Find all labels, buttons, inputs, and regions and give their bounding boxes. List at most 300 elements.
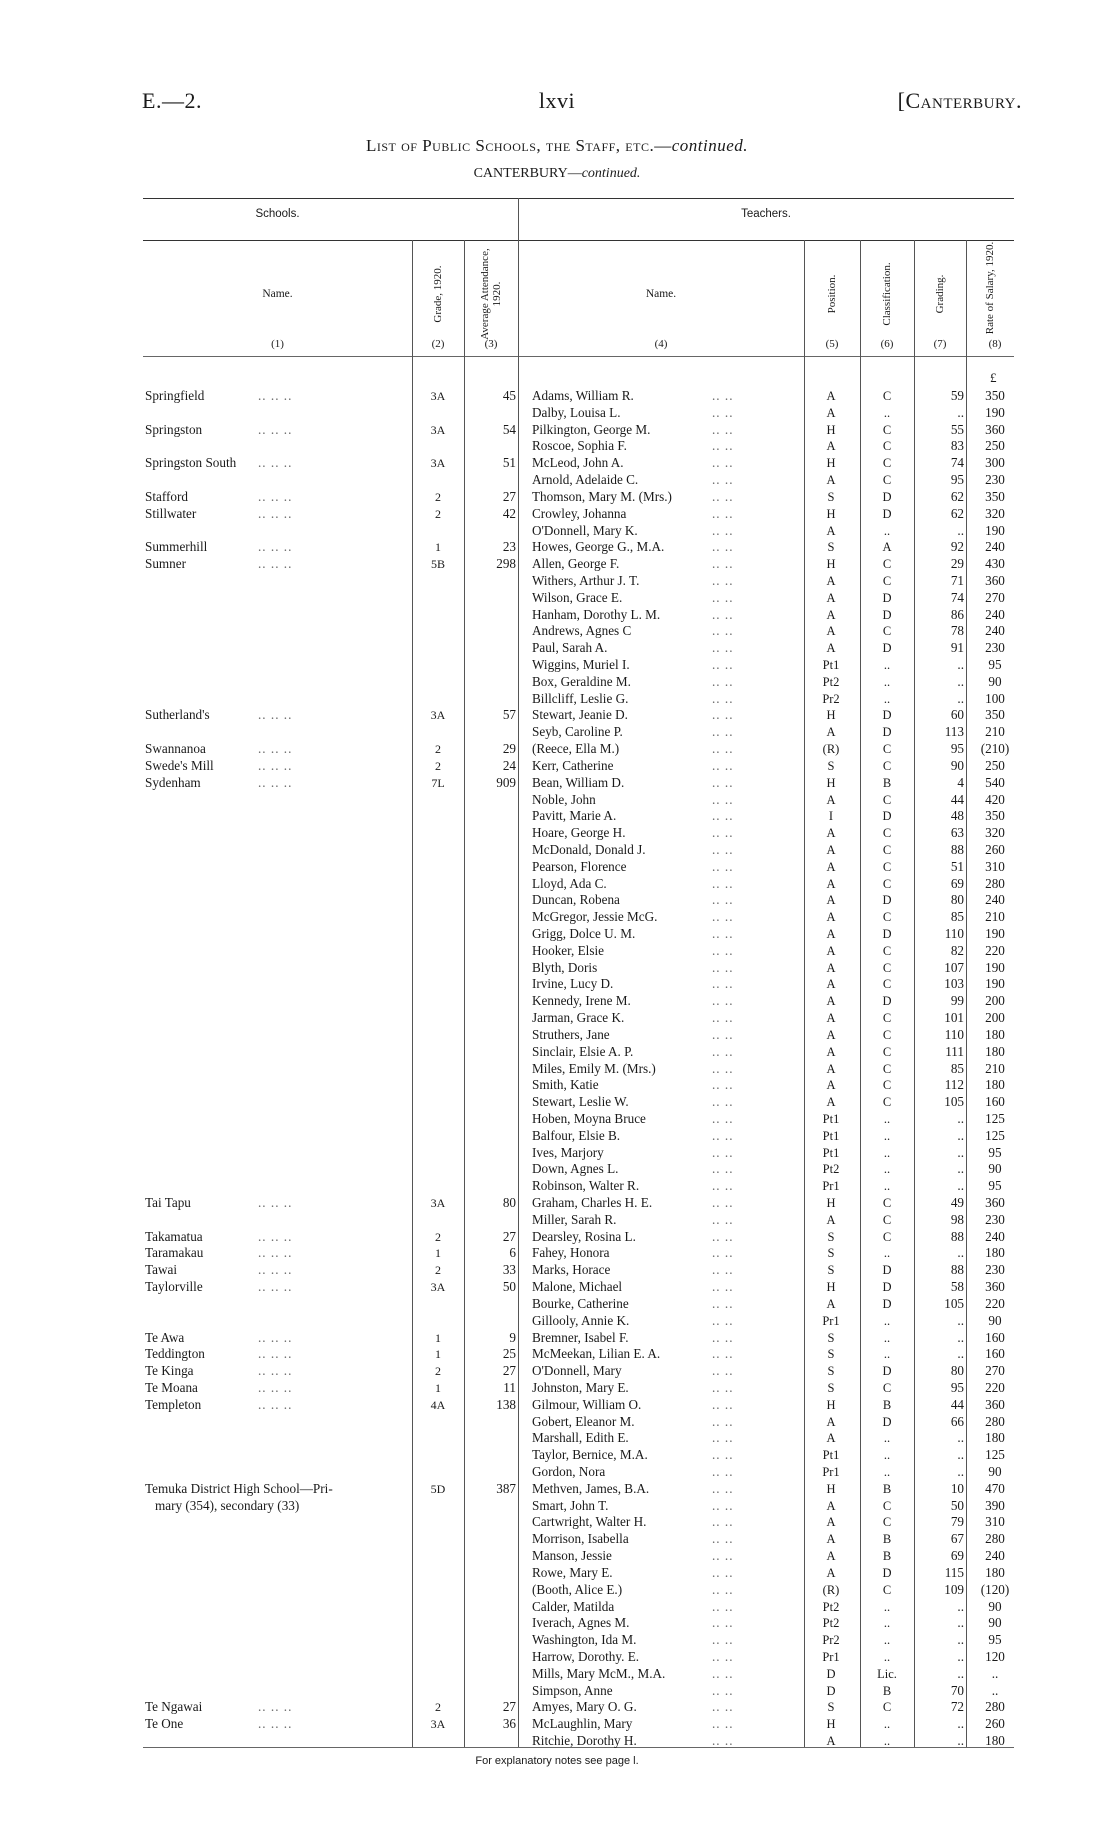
salary-rate: 160 [985,1346,1005,1362]
teacher-name: Bourke, Catherine [532,1295,629,1311]
schools-group-header: Schools. [255,208,300,220]
teacher-classification: C [882,859,892,874]
teacher-position: Pt2 [822,1616,840,1631]
teacher-position: Pr1 [822,1465,840,1479]
teacher-classification: C [882,1582,892,1597]
teacher-classification: .. [883,691,891,706]
leader-dots: .. .. [712,438,734,454]
teacher-classification: C [882,624,892,639]
average-attendance: 25 [502,1346,516,1362]
teacher-position: A [826,1532,836,1547]
teacher-position: Pr1 [822,1649,840,1664]
teacher-grading: 62 [950,505,964,521]
leader-dots: .. .. [712,1077,734,1093]
teacher-position: A [826,910,836,925]
leader-dots: .. .. [712,455,734,471]
salary-rate: 470 [985,1480,1005,1496]
school-grade: 3A [430,1196,446,1210]
salary-rate: 250 [985,438,1005,454]
teacher-classification: .. [883,523,891,538]
average-attendance: 138 [496,1396,516,1412]
teacher-classification: .. [883,1717,891,1732]
salary-rate: 90 [988,1312,1002,1328]
teacher-position: A [826,1296,836,1311]
table-row [0,489,1114,506]
teacher-grading: 44 [950,791,964,807]
leader-dots: .. .. .. [258,1699,293,1715]
teacher-grading: .. [957,522,964,538]
teacher-name: Struthers, Jane [532,1026,610,1042]
leader-dots: .. .. [712,892,734,908]
salary-rate: 240 [985,1228,1005,1244]
table-row [0,976,1114,993]
teacher-name: Crowley, Johanna [532,505,627,521]
teacher-grading: 92 [950,539,964,555]
teacher-grading: 48 [950,808,964,824]
salary-rate: 310 [985,858,1005,874]
leader-dots: .. .. [712,791,734,807]
leader-dots: .. .. [712,421,734,437]
teacher-grading: 99 [950,993,964,1009]
school-grade: 3A [430,708,446,723]
teacher-grading: 91 [950,640,964,656]
teacher-position: A [826,1498,836,1513]
salary-rate: 540 [985,774,1005,790]
teacher-position: S [827,1364,835,1379]
teacher-position: A [826,1549,836,1564]
footer-note: For explanatory notes see page l. [475,1755,639,1767]
leader-dots: .. .. [712,1480,734,1496]
teacher-position: S [827,1700,835,1715]
teacher-name: Balfour, Elsie B. [532,1127,621,1143]
leader-dots: .. .. [712,1228,734,1244]
salary-rate: 220 [985,1379,1005,1395]
salary-rate: 280 [985,1531,1005,1547]
staff-table-body [0,388,1114,1750]
salary-rate: (120) [980,1581,1010,1597]
teacher-grading: .. [957,1312,964,1328]
leader-dots: .. .. [712,1245,734,1261]
currency-symbol: £ [990,370,997,385]
salary-rate: 160 [985,1329,1005,1345]
teacher-grading: .. [957,673,964,689]
average-attendance: 57 [502,707,516,723]
teacher-name: Rowe, Mary E. [532,1564,613,1580]
teacher-name: Marshall, Edith E. [532,1430,629,1446]
school-grade: 3A [430,1280,446,1295]
table-row [0,1666,1114,1683]
leader-dots: .. .. .. [258,741,293,757]
salary-rate: 260 [985,841,1005,857]
school-name: Te One [145,1716,184,1732]
school-name: Te Awa [145,1329,185,1345]
school-name: Summerhill [145,539,208,555]
school-grade: 3A [430,422,446,437]
average-attendance: 11 [503,1379,516,1395]
teacher-name: Harrow, Dorothy. E. [532,1648,640,1664]
leader-dots: .. .. [712,1346,734,1362]
attendance-header [479,244,503,344]
salary-rate: 200 [985,1010,1005,1026]
leader-dots: .. .. .. [258,1716,293,1732]
table-row [0,1414,1114,1431]
teacher-grading: .. [957,1648,964,1664]
leader-dots: .. .. [712,909,734,925]
school-grade: 2 [435,1263,441,1278]
table-row [0,1330,1114,1347]
teacher-grading: 113 [944,724,964,740]
teacher-position: H [826,1196,836,1210]
salary-rate: 280 [985,875,1005,891]
col-num-7: (7) [933,338,947,350]
table-row [0,825,1114,842]
teacher-classification: D [882,927,892,941]
salary-rate: 350 [985,707,1005,723]
leader-dots: .. .. .. [258,388,293,403]
leader-dots: .. .. [712,673,734,689]
salary-rate: 210 [985,724,1005,740]
table-row [0,775,1114,792]
teacher-position: A [826,725,836,740]
leader-dots: .. .. [712,572,734,588]
teacher-classification: C [882,573,892,588]
teacher-position: A [826,1565,836,1580]
table-row [0,1430,1114,1447]
salary-rate: 360 [985,1195,1005,1210]
teacher-classification: C [882,1095,892,1110]
teacher-position: Pt2 [822,674,840,689]
subtitle-main: CANTERBURY— [473,166,582,181]
teacher-classification: D [882,994,892,1009]
teacher-position: D [826,1683,836,1698]
teacher-classification: C [882,943,892,958]
salary-rate: 230 [985,472,1005,488]
teacher-classification: C [882,1011,892,1026]
teacher-grading: 50 [950,1497,964,1513]
teacher-position: A [826,1212,836,1227]
leader-dots: .. .. .. [258,1245,293,1261]
salary-rate: 95 [988,657,1002,672]
teacher-grading: 10 [950,1480,964,1496]
teacher-classification: .. [883,658,891,672]
school-grade: 1 [435,1330,441,1345]
teacher-grading: 85 [950,909,964,925]
teacher-position: Pt2 [822,1162,840,1177]
teacher-grading: 74 [950,589,964,605]
teacher-grading: .. [957,1632,964,1648]
school-name-header: Name. [262,288,293,300]
leader-dots: .. .. [712,858,734,874]
teacher-name: Gobert, Eleanor M. [532,1413,635,1429]
col-num-3: (3) [484,338,498,350]
average-attendance: 27 [502,488,516,504]
table-row [0,1649,1114,1666]
teacher-grading: 115 [944,1564,964,1580]
school-name: Te Moana [145,1379,198,1395]
teacher-name: Hanham, Dorothy L. M. [532,606,661,622]
leader-dots: .. .. [712,993,734,1009]
table-row [0,1145,1114,1162]
school-grade: 3A [430,389,446,403]
teacher-position: A [826,994,836,1009]
teacher-classification: C [882,1078,892,1093]
teacher-name: Pavitt, Marie A. [532,808,617,824]
leader-dots: .. .. [712,959,734,975]
teacher-grading: 88 [950,1262,964,1278]
teacher-classification: D [882,1280,892,1295]
salary-rate: 270 [985,589,1005,605]
leader-dots: .. .. [712,707,734,723]
table-row [0,1128,1114,1145]
col-num-6: (6) [880,338,894,350]
teacher-name: Pearson, Florence [532,858,627,874]
teacher-grading: 79 [950,1514,964,1530]
teacher-position: D [826,1666,836,1681]
teacher-name: Simpson, Anne [532,1682,613,1698]
salary-rate: 420 [985,791,1005,807]
leader-dots: .. .. [712,774,734,790]
teacher-grading: 70 [950,1682,964,1698]
teacher-grading: .. [957,1144,964,1160]
table-row [0,1380,1114,1397]
teacher-name-header: Name. [645,288,677,300]
teacher-name: Noble, John [532,791,596,807]
school-name: Taramakau [145,1245,204,1261]
leader-dots: .. .. [712,1043,734,1059]
teacher-classification: Lic. [877,1666,897,1681]
salary-rate: 90 [988,1464,1002,1479]
teacher-position: A [826,876,836,891]
teacher-name: Howes, George G., M.A. [532,539,665,555]
salary-rate: 300 [985,455,1005,471]
leader-dots: .. .. .. [258,1329,293,1345]
teacher-position: A [826,960,836,975]
table-row [0,1262,1114,1279]
school-name: Swede's Mill [145,757,214,773]
table-row [0,960,1114,977]
teacher-grading: .. [957,1329,964,1345]
teacher-classification: .. [883,1111,891,1126]
school-grade: 1 [435,540,441,555]
school-grade: 1 [435,1246,441,1261]
teacher-name: Billcliff, Leslie G. [532,690,629,706]
leader-dots: .. .. [712,657,734,672]
teacher-classification: C [882,792,892,807]
leader-dots: .. .. [712,1161,734,1177]
teacher-name: Dalby, Louisa L. [532,404,621,420]
average-attendance: 51 [502,455,516,471]
table-row [0,388,1114,405]
teacher-grading: 110 [944,926,964,941]
teacher-position: A [826,1515,836,1530]
teacher-name: Paul, Sarah A. [532,640,608,656]
salary-rate: 310 [985,1514,1005,1530]
salary-rate: 180 [985,1245,1005,1261]
teacher-grading: 60 [950,707,964,723]
teacher-classification: B [882,1683,892,1698]
salary-rate: 180 [985,1564,1005,1580]
teacher-grading: 80 [950,892,964,908]
teacher-name: Thomson, Mary M. (Mrs.) [532,488,672,504]
salary-header-text: Rate of Salary, 1920. [984,241,996,335]
table-row [0,674,1114,691]
teacher-classification: .. [883,1431,891,1446]
teacher-position: A [826,473,836,488]
school-grade: 2 [435,1700,441,1715]
teacher-classification: .. [883,1347,891,1362]
salary-rate: 220 [985,942,1005,958]
teacher-position: S [827,1380,835,1395]
teacher-grading: .. [957,1733,964,1748]
school-name: Springfield [145,388,205,403]
teacher-classification: B [882,1549,892,1564]
leader-dots: .. .. [712,1699,734,1715]
leader-dots: .. .. [712,472,734,488]
leader-dots: .. .. [712,488,734,504]
table-row [0,1599,1114,1616]
table-row [0,556,1114,573]
teacher-classification: C [882,842,892,857]
leader-dots: .. .. [712,1312,734,1328]
leader-dots: .. .. [712,875,734,891]
teacher-grading: 82 [950,942,964,958]
school-name: Takamatua [145,1228,203,1244]
salary-rate: 270 [985,1363,1005,1379]
leader-dots: .. .. .. [258,556,293,572]
teacher-position: A [826,523,836,538]
teacher-position: H [826,456,836,471]
teacher-position: A [826,624,836,639]
teacher-position: S [827,540,835,555]
teacher-position: Pr2 [822,1633,840,1648]
teacher-position: A [826,1078,836,1093]
average-attendance: 24 [502,757,516,773]
teacher-name: Andrews, Agnes C [532,623,632,639]
teacher-classification: C [882,1229,892,1244]
leader-dots: .. .. [712,623,734,639]
average-attendance: 36 [502,1716,516,1732]
table-row [0,1111,1114,1128]
leader-dots: .. .. [712,1598,734,1614]
table-row [0,1397,1114,1414]
table-row [0,1296,1114,1313]
teacher-position: A [826,1431,836,1446]
teacher-position: Pt1 [822,1145,840,1160]
teacher-classification: C [882,977,892,992]
table-row [0,859,1114,876]
salary-rate: 210 [985,1060,1005,1076]
leader-dots: .. .. .. [258,1379,293,1395]
table-row [0,623,1114,640]
table-row [0,1346,1114,1363]
school-name: Tawai [145,1262,178,1278]
table-row [0,707,1114,724]
leader-dots: .. .. [712,1564,734,1580]
table-row [0,1481,1114,1498]
teacher-classification: B [882,1532,892,1547]
teacher-name: Smith, Katie [532,1077,599,1093]
teacher-classification: C [882,1515,892,1530]
teacher-grading: 83 [950,438,964,454]
teacher-name: Miles, Emily M. (Mrs.) [532,1060,656,1076]
leader-dots: .. .. [712,808,734,824]
teacher-name: Miller, Sarah R. [532,1211,617,1227]
teacher-classification: .. [883,1179,891,1194]
table-row [0,724,1114,741]
leader-dots: .. .. [712,1110,734,1126]
teacher-grading: .. [957,1346,964,1362]
teacher-name: Washington, Ida M. [532,1632,637,1648]
leader-dots: .. .. [712,589,734,605]
classification-header: Classification. [881,262,893,326]
leader-dots: .. .. .. [258,1279,293,1295]
teacher-grading: .. [957,1178,964,1194]
teacher-name: Robinson, Walter R. [532,1178,640,1194]
teacher-classification: B [882,1481,892,1496]
teacher-classification: D [882,1565,892,1580]
table-row [0,792,1114,809]
salary-rate: 180 [985,1733,1005,1748]
school-name: Templeton [145,1396,202,1412]
leader-dots: .. .. [712,1716,734,1732]
school-grade: 2 [435,506,441,521]
header-bottom-rule [143,356,1014,357]
teacher-position: Pt2 [822,1599,840,1614]
table-row [0,1195,1114,1212]
attendance-header-text: Average Attendance, 1920. [479,248,503,340]
school-name: Temuka District High School—Pri- [145,1480,333,1496]
teacher-name: McMeekan, Lilian E. A. [532,1346,661,1362]
teacher-name: Calder, Matilda [532,1598,615,1614]
teacher-position: H [826,1397,836,1412]
salary-rate: 230 [985,1262,1005,1278]
leader-dots: .. .. [712,841,734,857]
teacher-name: Pilkington, George M. [532,421,651,437]
teacher-name: Gilmour, William O. [532,1396,642,1412]
teacher-classification: B [882,1397,892,1412]
teacher-grading: 62 [950,488,964,504]
school-grade: 2 [435,1364,441,1379]
teacher-name: Iverach, Agnes M. [532,1615,630,1631]
teacher-classification: .. [883,1330,891,1345]
school-name: Stafford [145,488,188,504]
teacher-grading: 80 [950,1363,964,1379]
school-name: Taylorville [145,1279,203,1295]
school-name: Springston [145,421,203,437]
teacher-grading: 58 [950,1279,964,1295]
school-name: Te Kinga [145,1363,194,1379]
table-row [0,1010,1114,1027]
teacher-classification: C [882,826,892,841]
teacher-name: Allen, George F. [532,556,620,572]
salary-rate: 320 [985,825,1005,841]
table-row [0,472,1114,489]
teacher-position: A [826,607,836,622]
teacher-name: (Reece, Ella M.) [532,741,620,757]
salary-rate: 360 [985,1279,1005,1295]
school-grade: 2 [435,742,441,757]
teacher-grading: .. [957,1245,964,1261]
teacher-name: Dearsley, Rosina L. [532,1228,636,1244]
teacher-position: A [826,842,836,857]
leader-dots: .. .. [712,1733,734,1748]
leader-dots: .. .. [712,926,734,941]
teacher-classification: .. [883,1313,891,1328]
teacher-name: Irvine, Lucy D. [532,976,614,992]
teacher-grading: 55 [950,421,964,437]
teacher-classification: D [882,607,892,622]
teacher-grading: 51 [950,858,964,874]
